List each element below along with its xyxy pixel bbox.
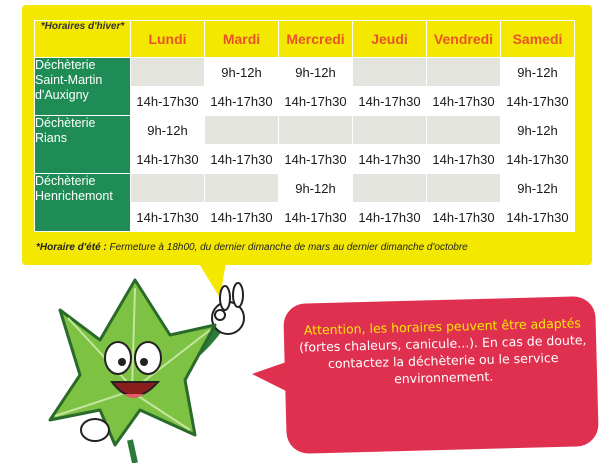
- table-row: [35, 174, 575, 203]
- winter-hours-label: *Horaires d'hiver*: [35, 21, 131, 58]
- afternoon-hours-cell: 14h-17h30: [131, 145, 205, 174]
- day-header: Jeudi: [353, 21, 427, 58]
- warning-headline: Attention, les horaires peuvent être adaptés: [303, 315, 581, 338]
- afternoon-hours-cell: 14h-17h30: [353, 203, 427, 232]
- summer-hours-label: *Horaire d'été :: [36, 242, 107, 253]
- ivy-leaf-mascot-icon: [20, 270, 260, 463]
- morning-hours-cell: [353, 58, 427, 87]
- site-name: Déchèterie Henrichemont: [35, 174, 131, 232]
- afternoon-hours-cell: 14h-17h30: [501, 145, 575, 174]
- day-header: Mercredi: [279, 21, 353, 58]
- morning-hours-cell: [353, 174, 427, 203]
- table-row: [35, 116, 575, 145]
- afternoon-hours-cell: 14h-17h30: [427, 87, 501, 116]
- warning-details: (fortes chaleurs, canicule...). En cas de doute, contactez la déchèterie ou le service environnement.: [298, 332, 587, 387]
- site-name: Déchèterie Saint-Martin d'Auxigny: [35, 58, 131, 116]
- afternoon-hours-cell: 14h-17h30: [131, 87, 205, 116]
- morning-hours-cell: [353, 116, 427, 145]
- afternoon-hours-cell: 14h-17h30: [353, 87, 427, 116]
- summer-hours-note: [36, 242, 468, 253]
- afternoon-hours-cell: 14h-17h30: [279, 203, 353, 232]
- afternoon-hours-cell: 14h-17h30: [427, 203, 501, 232]
- summer-hours-text: Fermeture à 18h00, du dernier dimanche de mars au dernier dimanche d'octobre: [106, 242, 468, 253]
- schedule-table: [34, 20, 575, 232]
- afternoon-hours-cell: 14h-17h30: [353, 145, 427, 174]
- afternoon-hours-cell: 14h-17h30: [131, 203, 205, 232]
- morning-hours-cell: [205, 174, 279, 203]
- morning-hours-cell: [131, 174, 205, 203]
- morning-hours-cell: 9h-12h: [501, 58, 575, 87]
- morning-hours-cell: [279, 116, 353, 145]
- afternoon-hours-cell: 14h-17h30: [279, 87, 353, 116]
- morning-hours-cell: [427, 116, 501, 145]
- afternoon-hours-cell: 14h-17h30: [279, 145, 353, 174]
- table-row: [35, 58, 575, 87]
- morning-hours-cell: 9h-12h: [279, 174, 353, 203]
- morning-hours-cell: [205, 116, 279, 145]
- afternoon-hours-cell: 14h-17h30: [205, 87, 279, 116]
- morning-hours-cell: 9h-12h: [501, 174, 575, 203]
- morning-hours-cell: [427, 174, 501, 203]
- morning-hours-cell: 9h-12h: [279, 58, 353, 87]
- afternoon-hours-cell: 14h-17h30: [427, 145, 501, 174]
- afternoon-hours-cell: 14h-17h30: [501, 87, 575, 116]
- day-header: Mardi: [205, 21, 279, 58]
- morning-hours-cell: 9h-12h: [205, 58, 279, 87]
- morning-hours-cell: [427, 58, 501, 87]
- morning-hours-cell: 9h-12h: [131, 116, 205, 145]
- warning-bubble-text: [297, 314, 589, 390]
- afternoon-hours-cell: 14h-17h30: [205, 145, 279, 174]
- morning-hours-cell: 9h-12h: [501, 116, 575, 145]
- header-row: [35, 21, 575, 58]
- morning-hours-cell: [131, 58, 205, 87]
- day-header: Lundi: [131, 21, 205, 58]
- afternoon-hours-cell: 14h-17h30: [501, 203, 575, 232]
- site-name: Déchèterie Rians: [35, 116, 131, 174]
- afternoon-hours-cell: 14h-17h30: [205, 203, 279, 232]
- day-header: Samedi: [501, 21, 575, 58]
- day-header: Vendredi: [427, 21, 501, 58]
